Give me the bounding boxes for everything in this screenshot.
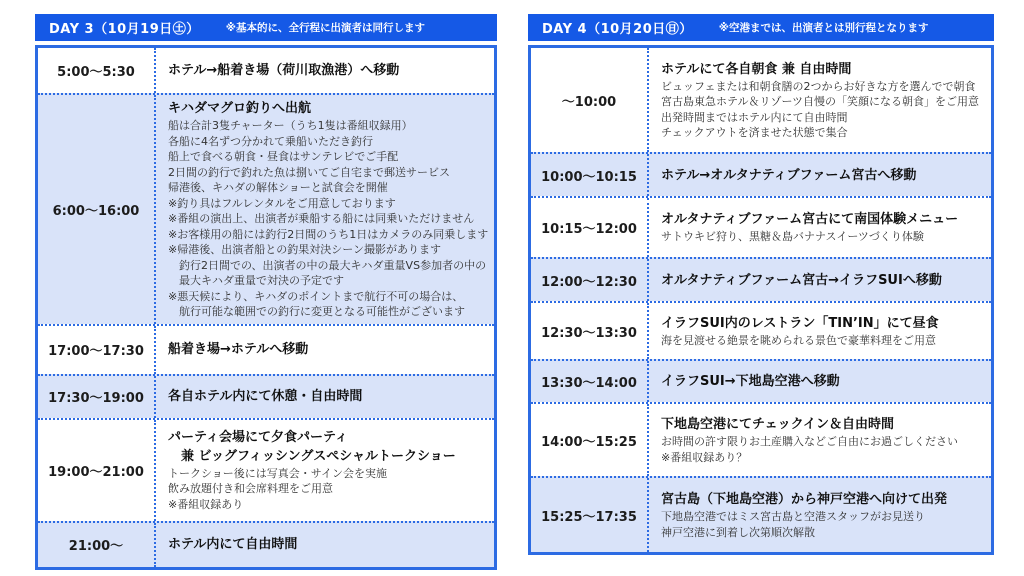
- activity-title: 船着き場→ホテルへ移動: [168, 342, 309, 357]
- time-cell: 19:00～21:00: [38, 420, 156, 521]
- day3-note: ※基本的に、全行程に出演者は同行します: [225, 22, 425, 34]
- schedule-row: [38, 324, 494, 374]
- activity-detail: 船は合計3隻チャーター（うち1隻は番組収録用）: [168, 119, 413, 132]
- day4-header-bar: [528, 14, 994, 41]
- schedule-row: [531, 196, 991, 257]
- time-cell: 17:30～19:00: [38, 376, 156, 418]
- activity-detail: 帰港後、キハダの解体ショーと試食会を開催: [168, 181, 388, 194]
- schedule-row: [38, 48, 494, 93]
- time-cell: 12:30～13:30: [531, 303, 649, 359]
- schedule-table-day3: [35, 14, 497, 570]
- activity-detail: トークショー後には写真会・サイン会を実施: [168, 466, 388, 480]
- activity-cell: [156, 420, 494, 521]
- activity-title: 下地島空港にてチェックイン＆自由時間: [661, 417, 894, 432]
- activity-detail: 航行可能な範囲での釣行に変更となる可能性がございます: [168, 305, 465, 318]
- activity-cell: [649, 361, 991, 402]
- schedule-row: [531, 359, 991, 402]
- activity-cell: [649, 478, 991, 552]
- activity-detail: サトウキビ狩り、黒糖＆島バナナスイーツづくり体験: [661, 230, 924, 244]
- activity-cell: [156, 95, 494, 324]
- activity-title: ホテルにて各自朝食 兼 自由時間: [661, 61, 852, 77]
- time-cell: 12:00～12:30: [531, 259, 649, 301]
- schedule-row: [531, 301, 991, 359]
- activity-cell: [156, 523, 494, 567]
- activity-title: イラフSUI内のレストラン「TIN’IN」にて昼食: [661, 315, 939, 331]
- activity-title: 各自ホテル内にて休憩・自由時間: [168, 389, 363, 404]
- activity-detail: 下地島空港ではミス宮古島と空港スタッフがお見送り: [661, 510, 925, 523]
- activity-cell: [156, 48, 494, 93]
- time-cell: 6:00～16:00: [38, 95, 156, 324]
- time-cell: 5:00～5:30: [38, 48, 156, 93]
- activity-cell: [649, 198, 991, 257]
- activity-title: キハダマグロ釣りへ出航: [168, 101, 312, 116]
- activity-detail: ※お客様用の船には釣行2日間のうち1日はカメラのみ同乗します: [168, 227, 489, 241]
- activity-cell: [156, 326, 494, 374]
- activity-detail: ※番組収録あり？: [661, 450, 748, 464]
- activity-detail: ビュッフェまたは和朝食膳の2つからお好きな方を選んでで朝食: [661, 79, 976, 93]
- time-cell: 10:00～10:15: [531, 154, 649, 196]
- time-cell: 17:00～17:30: [38, 326, 156, 374]
- activity-subtitle: 兼 ビッグフィッシングスペシャルトークショー: [168, 448, 456, 464]
- day3-title: DAY 3（10月19日㊏）: [49, 22, 200, 37]
- time-cell: ～10:00: [531, 48, 649, 152]
- activity-cell: [649, 303, 991, 359]
- activity-detail: 各船に4名ずつ分かれて乗船いただき釣行: [168, 134, 373, 148]
- schedule-row: [38, 93, 494, 324]
- day4-title: DAY 4（10月20日㊐）: [542, 22, 693, 37]
- activity-title: パーティ会場にて夕食パーティ: [168, 429, 348, 445]
- schedule-row: [531, 402, 991, 476]
- activity-title: ホテル→オルタナティブファーム宮古へ移動: [661, 167, 917, 183]
- schedule-row: [38, 521, 494, 567]
- schedule-row: [531, 476, 991, 552]
- activity-detail: 2日間の釣行で釣れた魚は捌いてご自宅まで郵送サービス: [168, 165, 450, 179]
- activity-detail: 神戸空港に到着し次第順次解散: [661, 525, 815, 539]
- activity-detail: ※番組収録あり: [168, 497, 244, 511]
- activity-detail: ※帰港後、出演者船との釣果対決シーン撮影があります: [168, 243, 441, 256]
- activity-detail: 海を見渡せる絶景を眺められる景色で豪華料理をご用意: [661, 333, 936, 347]
- activity-detail: 船上で食べる朝食・昼食はサンテレビでご手配: [168, 150, 399, 163]
- time-cell: 13:30～14:00: [531, 361, 649, 402]
- activity-title: オルタナティブファーム宮古にて南国体験メニュー: [661, 212, 959, 228]
- activity-title: 宮古島（下地島空港）から神戸空港へ向けて出発: [661, 492, 948, 507]
- activity-detail: お時間の許す限りお土産購入などご自由にお過ごしください: [661, 435, 958, 448]
- activity-title: イラフSUI→下地島空港へ移動: [661, 374, 840, 389]
- activity-detail: チェックアウトを済ませた状態で集合: [661, 126, 848, 139]
- activity-cell: [649, 404, 991, 476]
- activity-title: オルタナティブファーム宮古→イラフSUIへ移動: [661, 272, 942, 288]
- schedule-row: [38, 418, 494, 521]
- activity-cell: [156, 376, 494, 418]
- activity-cell: [649, 259, 991, 301]
- time-cell: 10:15～12:00: [531, 198, 649, 257]
- schedule-row: [531, 152, 991, 196]
- activity-detail: 出発時間まではホテル内にて自由時間: [661, 110, 848, 124]
- schedule-row: [531, 257, 991, 301]
- activity-title: ホテル内にて自由時間: [168, 537, 298, 552]
- activity-detail: ※釣り具はフルレンタルをご用意しております: [168, 196, 396, 210]
- activity-detail: 飲み放題付き和会席料理をご用意: [168, 482, 333, 496]
- day3-header-bar: [35, 14, 497, 41]
- day3-schedule-body: [35, 45, 497, 570]
- activity-detail: 宮古島東急ホテル＆リゾーツ自慢の「笑顔になる朝食」をご用意: [661, 95, 980, 108]
- activity-cell: [649, 48, 991, 152]
- activity-detail: 最大キハダ重量で対決の予定です: [168, 274, 344, 287]
- time-cell: 15:25～17:35: [531, 478, 649, 552]
- activity-cell: [649, 154, 991, 196]
- schedule-row: [531, 48, 991, 152]
- activity-detail: ※悪天候により、キハダのポイントまで航行不可の場合は、: [168, 289, 464, 303]
- day4-schedule-body: [528, 45, 994, 555]
- activity-detail: ※番組の演出上、出演者が乗船する船には同乗いただけません: [168, 212, 475, 225]
- time-cell: 21:00～: [38, 523, 156, 567]
- activity-detail: 釣行2日間での、出演者の中の最大キハダ重量VS参加者の中の: [168, 258, 487, 272]
- day4-note: ※空港までは、出演者とは別行程となります: [718, 22, 929, 34]
- activity-title: ホテル→船着き場（荷川取漁港）へ移動: [168, 63, 400, 78]
- schedule-table-day4: [528, 14, 994, 555]
- time-cell: 14:00～15:25: [531, 404, 649, 476]
- schedule-row: [38, 374, 494, 418]
